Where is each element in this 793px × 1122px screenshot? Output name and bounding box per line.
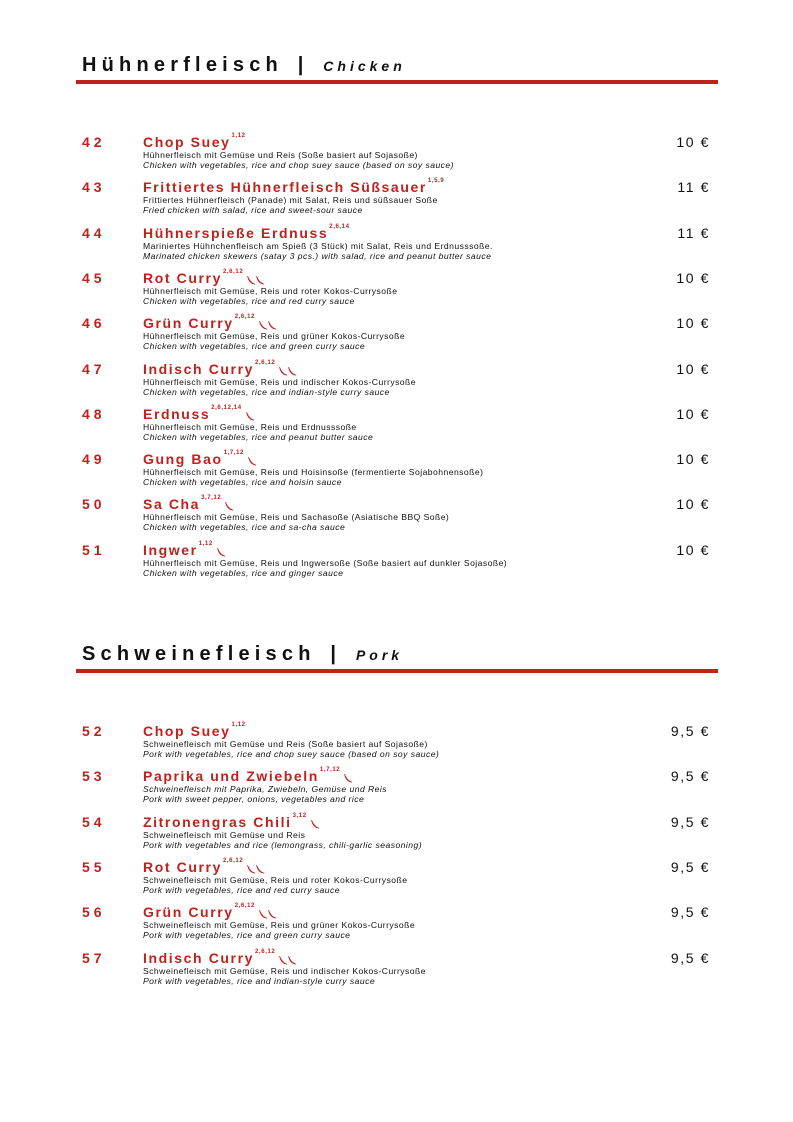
item-number: 53 bbox=[82, 768, 106, 785]
allergen-codes: 2,6,12 bbox=[255, 359, 276, 366]
section-title bbox=[82, 643, 403, 666]
item-price: 11 € bbox=[677, 224, 710, 241]
item-name-text: Grün Curry bbox=[143, 904, 234, 921]
item-description-en: Chicken with vegetables, rice and hoisin sauce bbox=[143, 477, 342, 488]
item-description-de: Hühnerfleisch mit Gemüse und Reis (Soße basiert auf Sojasoße) bbox=[143, 150, 418, 160]
item-name-text: Indisch Curry bbox=[143, 360, 255, 377]
item-price: 10 € bbox=[676, 405, 710, 422]
menu-item bbox=[0, 723, 793, 767]
item-description-en: Pork with sweet pepper, onions, vegetables and rice bbox=[143, 794, 365, 805]
item-description-en: Chicken with vegetables, rice and ginger sauce bbox=[143, 567, 344, 578]
item-description-en: Chicken with vegetables, rice and indian-style curry sauce bbox=[143, 386, 390, 397]
item-price: 9,5 € bbox=[670, 904, 710, 921]
item-description-en: Pork with vegetables, rice and indian-style curry sauce bbox=[143, 975, 376, 986]
item-price: 9,5 € bbox=[670, 858, 710, 875]
section-chicken bbox=[0, 54, 793, 578]
item-description-en: Chicken with vegetables, rice and chop suey sauce (based on soy sauce) bbox=[143, 160, 454, 170]
item-description-de: Hühnerfleisch mit Gemüse, Reis und Hoisinsoße (fermentierte Sojabohnensoße) bbox=[143, 467, 484, 478]
item-description-en: Chicken with vegetables, rice and green curry sauce bbox=[143, 341, 366, 352]
item-price: 11 € bbox=[677, 179, 710, 196]
item-description-de: Schweinefleisch mit Gemüse und Reis (Soße basiert auf Sojasoße) bbox=[143, 739, 428, 749]
item-price: 10 € bbox=[676, 496, 710, 513]
item-name-text: Zitronengras Chili bbox=[143, 813, 292, 830]
item-number: 54 bbox=[82, 813, 106, 830]
chili-icon bbox=[311, 816, 320, 832]
item-description-de: Mariniertes Hühnchenfleisch am Spieß (3 Stück) mit Salat, Reis und Erdnusssoße. bbox=[143, 240, 493, 251]
menu-item bbox=[0, 496, 793, 540]
menu-item bbox=[0, 179, 793, 223]
allergen-codes: 2,6,12 bbox=[255, 948, 276, 955]
item-description-de: Hühnerfleisch mit Gemüse, Reis und roter Kokos-Currysoße bbox=[143, 285, 398, 296]
item-price: 9,5 € bbox=[670, 949, 710, 966]
item-name-text: Indisch Curry bbox=[143, 949, 255, 966]
section-divider bbox=[76, 80, 718, 84]
item-price: 9,5 € bbox=[670, 723, 710, 739]
item-name-text: Chop Suey bbox=[143, 134, 231, 150]
section-pork bbox=[0, 643, 793, 986]
allergen-codes: 3,7,12 bbox=[201, 495, 222, 502]
item-description-en: Pork with vegetables, rice and red curry sauce bbox=[143, 884, 340, 895]
item-price: 10 € bbox=[676, 134, 710, 150]
allergen-codes: 2,6,12 bbox=[222, 857, 244, 864]
item-number: 56 bbox=[82, 904, 106, 921]
item-name-text: Rot Curry bbox=[143, 858, 222, 875]
item-name-text: Frittiertes Hühnerfleisch Süßsauer bbox=[143, 179, 427, 196]
menu-item bbox=[0, 406, 793, 450]
allergen-codes: 1,12 bbox=[231, 722, 246, 728]
section-title-de: Schweinefleisch bbox=[82, 643, 316, 665]
item-number: 48 bbox=[82, 405, 106, 422]
item-number: 49 bbox=[82, 451, 106, 468]
section-title-de: Hühnerfleisch bbox=[82, 54, 283, 76]
item-name bbox=[143, 179, 444, 195]
allergen-codes: 1,12 bbox=[198, 540, 213, 547]
allergen-codes: 2,6,12 bbox=[234, 314, 255, 321]
item-description-de: Schweinefleisch mit Paprika, Zwiebeln, Gemüse und Reis bbox=[143, 784, 388, 795]
item-description-en: Chicken with vegetables, rice and red curry sauce bbox=[143, 295, 355, 306]
item-description-de: Schweinefleisch mit Gemüse, Reis und grüner Kokos-Currysoße bbox=[143, 920, 416, 931]
item-number: 42 bbox=[82, 134, 106, 150]
item-description-de: Schweinefleisch mit Gemüse, Reis und indischer Kokos-Currysoße bbox=[143, 965, 426, 976]
item-number: 57 bbox=[82, 949, 106, 966]
allergen-codes: 3,12 bbox=[292, 812, 307, 819]
menu-item bbox=[0, 270, 793, 314]
item-description-de: Hühnerfleisch mit Gemüse, Reis und Sachasoße (Asiatische BBQ Soße) bbox=[143, 512, 450, 523]
item-number: 43 bbox=[82, 179, 106, 196]
menu-item bbox=[0, 451, 793, 495]
item-description-de: Frittiertes Hühnerfleisch (Panade) mit Salat, Reis und süßsauer Soße bbox=[143, 195, 438, 206]
menu-item bbox=[0, 814, 793, 858]
section-title-en: Chicken bbox=[323, 58, 406, 74]
item-name-text: Erdnuss bbox=[143, 405, 211, 422]
item-name-text: Rot Curry bbox=[143, 269, 222, 286]
item-description-en: Chicken with vegetables, rice and sa-cha sauce bbox=[143, 522, 346, 533]
item-name-text: Gung Bao bbox=[143, 451, 223, 468]
item-name-text: Grün Curry bbox=[143, 315, 234, 332]
item-description-de: Schweinefleisch mit Gemüse, Reis und roter Kokos-Currysoße bbox=[143, 874, 408, 885]
section-divider bbox=[76, 669, 718, 673]
item-name bbox=[143, 723, 246, 739]
item-price: 10 € bbox=[676, 451, 710, 468]
item-number: 51 bbox=[82, 541, 106, 558]
menu-item bbox=[0, 134, 793, 178]
item-description-de: Schweinefleisch mit Gemüse und Reis bbox=[143, 829, 306, 840]
item-number: 55 bbox=[82, 858, 106, 875]
item-name bbox=[143, 134, 246, 150]
item-price: 9,5 € bbox=[670, 813, 710, 830]
menu-item bbox=[0, 315, 793, 359]
item-price: 10 € bbox=[676, 269, 710, 286]
item-number: 50 bbox=[82, 496, 106, 513]
allergen-codes: 2,6,14 bbox=[329, 223, 350, 230]
item-name bbox=[143, 225, 350, 241]
menu-item bbox=[0, 950, 793, 994]
menu-item bbox=[0, 768, 793, 812]
item-description-de: Hühnerfleisch mit Gemüse, Reis und grüner Kokos-Currysoße bbox=[143, 331, 406, 342]
allergen-codes: 1,7,12 bbox=[223, 450, 244, 457]
item-number: 47 bbox=[82, 360, 106, 377]
item-description-en: Fried chicken with salad, rice and sweet-sour sauce bbox=[143, 205, 363, 216]
menu-item bbox=[0, 225, 793, 269]
section-separator: | bbox=[297, 54, 309, 76]
item-description-en: Chicken with vegetables, rice and peanut butter sauce bbox=[143, 431, 374, 442]
item-name-text: Ingwer bbox=[143, 541, 198, 558]
section-separator: | bbox=[330, 643, 342, 665]
item-name-text: Sa Cha bbox=[143, 496, 201, 513]
item-description-en: Marinated chicken skewers (satay 3 pcs.) with salad, rice and peanut butter sauce bbox=[143, 250, 492, 261]
item-price: 9,5 € bbox=[670, 768, 710, 785]
item-price: 10 € bbox=[676, 315, 710, 332]
item-price: 10 € bbox=[676, 541, 710, 558]
menu-item bbox=[0, 904, 793, 948]
section-title bbox=[82, 54, 406, 77]
menu-item bbox=[0, 542, 793, 586]
allergen-codes: 1,7,12 bbox=[319, 767, 341, 774]
item-description-en: Pork with vegetables and rice (lemongrass, chili-garlic seasoning) bbox=[143, 839, 423, 850]
item-number: 52 bbox=[82, 723, 106, 739]
section-title-en: Pork bbox=[355, 647, 404, 663]
item-number: 45 bbox=[82, 269, 106, 286]
item-description-de: Hühnerfleisch mit Gemüse, Reis und indischer Kokos-Currysoße bbox=[143, 376, 416, 387]
item-price: 10 € bbox=[676, 360, 710, 377]
item-number: 46 bbox=[82, 315, 106, 332]
allergen-codes: 2,6,12 bbox=[234, 903, 255, 910]
menu-item bbox=[0, 361, 793, 405]
allergen-codes: 1,5,9 bbox=[427, 178, 445, 185]
item-name-text: Paprika und Zwiebeln bbox=[143, 768, 319, 785]
item-number: 44 bbox=[82, 224, 106, 241]
item-description-de: Hühnerfleisch mit Gemüse, Reis und Erdnusssoße bbox=[143, 421, 357, 432]
item-name-text: Hühnerspieße Erdnuss bbox=[143, 224, 329, 241]
allergen-codes: 1,12 bbox=[231, 133, 246, 139]
item-description-en: Pork with vegetables, rice and green curry sauce bbox=[143, 930, 351, 941]
item-name-text: Chop Suey bbox=[143, 723, 231, 739]
item-description-en: Pork with vegetables, rice and chop suey sauce (based on soy sauce) bbox=[143, 749, 440, 759]
item-description-de: Hühnerfleisch mit Gemüse, Reis und Ingwersoße (Soße basiert auf dunkler Sojasoße) bbox=[143, 557, 508, 568]
menu-item bbox=[0, 859, 793, 903]
allergen-codes: 2,6,12 bbox=[222, 268, 244, 275]
allergen-codes: 2,6,12,14 bbox=[211, 404, 242, 411]
